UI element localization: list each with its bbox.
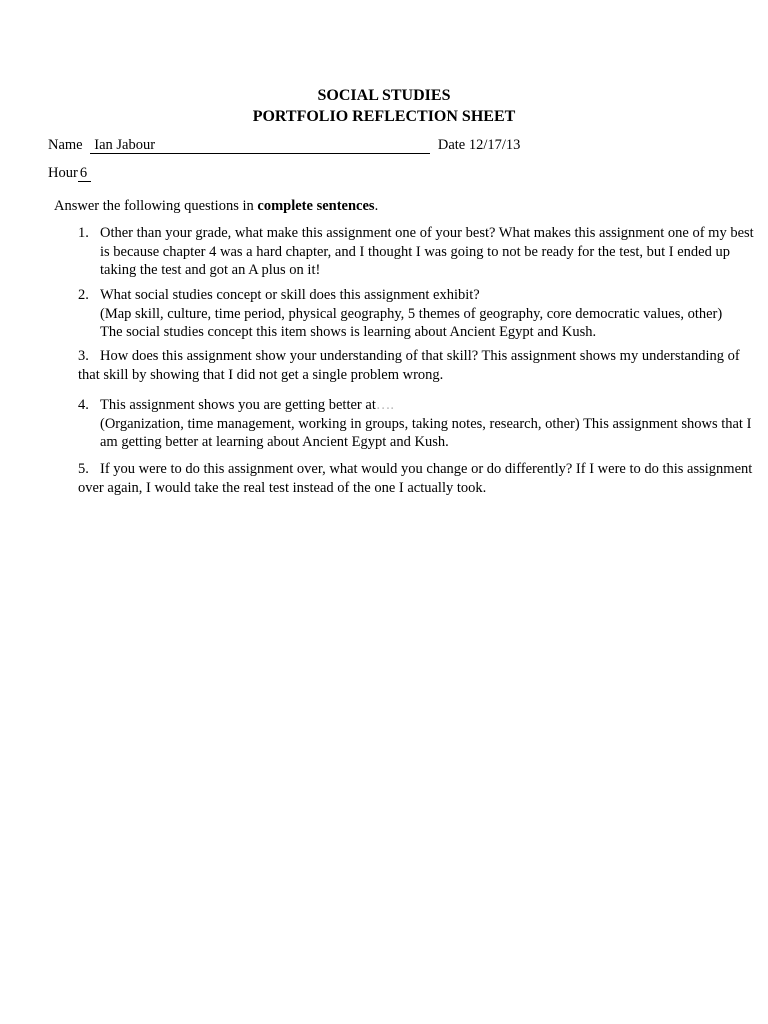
question-line-2: (Map skill, culture, time period, physical geography, 5 themes of geography, core democratic values, other): [100, 305, 723, 322]
name-value: Ian Jabour: [90, 137, 430, 154]
hour-label: Hour: [48, 165, 78, 181]
date-label: Date: [437, 137, 466, 153]
question-number: 1.: [78, 225, 89, 241]
question-2: [78, 286, 758, 342]
question-1: [78, 224, 758, 280]
question-5: [78, 460, 758, 497]
question-text: If you were to do this assignment over, what would you change or do differently? If I were to do this assignment over again, I would take the real test instead of the one I actually took.: [78, 461, 753, 496]
question-number: 5.: [78, 461, 89, 477]
hour-value: 6: [78, 165, 91, 182]
hour-row: [48, 164, 91, 182]
question-4: [78, 396, 758, 452]
question-text: Other than your grade, what make this assignment one of your best? What makes this assignment one of my best is because chapter 4 was a hard chapter, and I thought I was going to not be ready for the test, but I ended up taking the test and got an A plus on it!: [100, 225, 754, 278]
question-text: How does this assignment show your understanding of that skill? This assignment shows my understanding of that skill by showing that I did not get a single problem wrong.: [78, 348, 740, 383]
name-label: Name: [48, 137, 83, 153]
question-number: 3.: [78, 348, 89, 364]
question-number: 2.: [78, 287, 89, 303]
question-line-1: [100, 396, 758, 415]
instructions-emphasis: complete sentences: [257, 198, 375, 214]
instructions: [54, 197, 378, 215]
page-title-sheet: PORTFOLIO REFLECTION SHEET: [252, 108, 516, 125]
question-line-2: (Organization, time management, working in groups, taking notes, research, other) This assignment shows that I am getting better at learning about Ancient Egypt and Kush.: [100, 415, 752, 450]
instructions-suffix: .: [374, 198, 379, 214]
name-date-row: [48, 136, 520, 154]
page-title-subject: SOCIAL STUDIES: [317, 87, 451, 104]
question-line-1-dots: ….: [375, 397, 394, 413]
date-value: 12/17/13: [468, 137, 521, 153]
question-number: 4.: [78, 397, 89, 413]
question-line-3: The social studies concept this item shows is learning about Ancient Egypt and Kush.: [100, 324, 597, 340]
instructions-prefix: Answer the following questions in: [54, 198, 258, 214]
question-3: [78, 347, 758, 384]
question-line-1: What social studies concept or skill does this assignment exhibit?: [100, 287, 480, 303]
question-line-1-text: This assignment shows you are getting better at: [100, 397, 376, 413]
